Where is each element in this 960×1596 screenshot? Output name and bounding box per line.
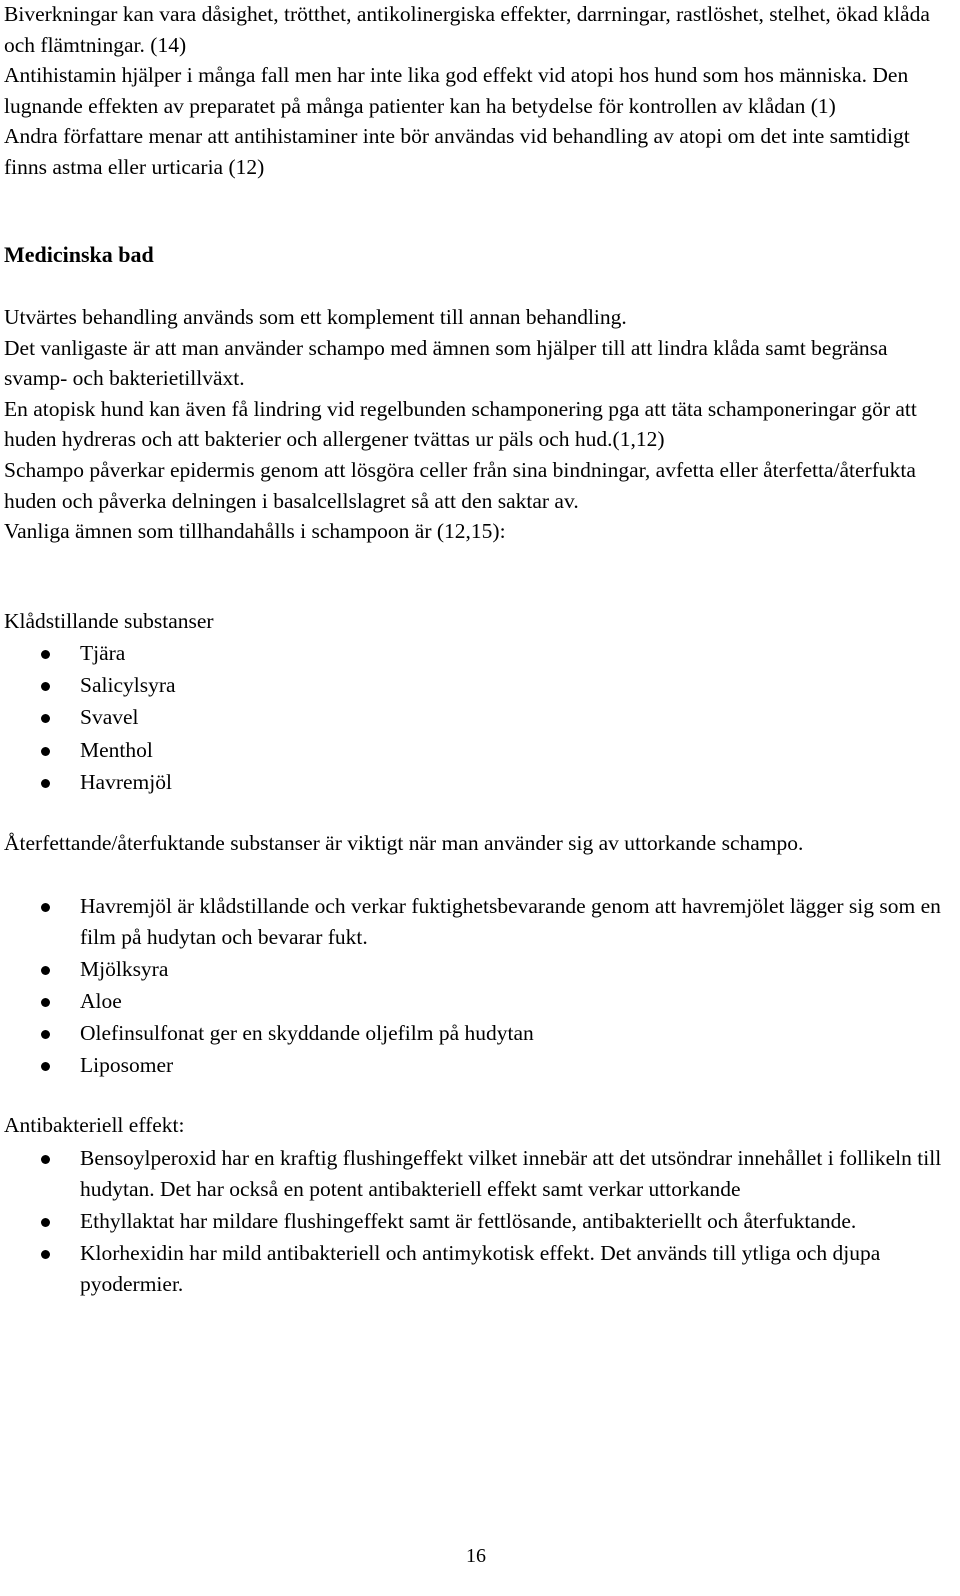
list-item	[4, 702, 954, 733]
bullet-icon	[41, 1218, 50, 1227]
antibacterial-list	[4, 1143, 954, 1301]
bullet-icon	[41, 714, 50, 723]
list-item-text: Salicylsyra	[80, 673, 176, 698]
list-item-text: Klorhexidin har mild antibakteriell och antimykotisk effekt. Det används till ytliga och djupa pyodermier.	[80, 1240, 881, 1296]
bullet-icon	[41, 966, 50, 975]
list-item-text: Ethyllaktat har mildare flushingeffekt samt är fettlösande, antibakteriellt och återfuktande.	[80, 1208, 857, 1233]
list-item	[4, 1238, 954, 1299]
list-item-text: Bensoylperoxid har en kraftig flushingeffekt vilket innebär att det utsöndrar innehållet i follikeln till hudytan. Det har också en potent antibakteriell effekt samt verkar uttorkande	[80, 1146, 942, 1201]
antibacterial-title: Antibakteriell effekt:	[4, 1113, 185, 1137]
moisturizing-title: Återfettande/återfuktande substanser är viktigt när man använder sig av uttorkande schampo.	[4, 831, 804, 855]
list-item	[4, 1206, 954, 1237]
bullet-icon	[41, 779, 50, 788]
itch-relief-list	[4, 638, 954, 799]
list-item	[4, 986, 954, 1017]
moisturizing-list	[4, 891, 954, 1083]
bullet-icon	[41, 1062, 50, 1071]
list-item-text: Olefinsulfonat ger en skyddande oljefilm på hudytan	[80, 1021, 534, 1046]
bullet-icon	[41, 1250, 50, 1259]
list-item	[4, 767, 954, 798]
bullet-icon	[41, 903, 50, 912]
list-item-text: Aloe	[80, 988, 122, 1013]
list-item-text: Menthol	[80, 737, 153, 762]
list-item-text: Mjölksyra	[80, 956, 169, 981]
page-number: 16	[466, 1545, 486, 1567]
bullet-icon	[41, 747, 50, 756]
bullet-icon	[41, 998, 50, 1007]
list-item	[4, 891, 954, 952]
bullet-icon	[41, 1030, 50, 1039]
itch-relief-title: Klådstillande substanser	[4, 609, 214, 633]
list-item	[4, 638, 954, 669]
list-item	[4, 1018, 954, 1049]
list-item	[4, 670, 954, 701]
list-item	[4, 1143, 954, 1204]
list-item	[4, 735, 954, 766]
bullet-icon	[41, 1155, 50, 1164]
list-item-text: Liposomer	[80, 1053, 174, 1078]
list-item	[4, 1050, 954, 1081]
list-item-text: Tjära	[80, 641, 126, 665]
list-item	[4, 954, 954, 985]
body-paragraph: Utvärtes behandling används som ett komplement till annan behandling. Det vanligaste är att man använder schampo med ämnen som hjälper till att lindra klåda samt begränsa svamp- och bakterietillväxt. En atopisk hund kan även få lindring vid regelbunden schamponering pga att täta schamponeringar gör att huden hydreras och att bakterier och allergener tvättas ur päls och hud.(1,12) Schampo påverkar epidermis genom att lösgöra celler från sina bindningar, avfetta eller återfetta/återfukta huden och påverka delningen i basalcellslagret så att den saktar av. Vanliga ämnen som tillhandahålls i schampoon är (12,15):	[4, 305, 917, 544]
list-item-text: Havremjöl	[80, 769, 172, 794]
section-heading: Medicinska bad	[4, 242, 154, 267]
document-page	[4, 0, 954, 1596]
bullet-icon	[41, 682, 50, 691]
list-item-text: Havremjöl är klådstillande och verkar fuktighetsbevarande genom att havremjölet lägger sig som en film på hudytan och bevarar fukt.	[80, 894, 941, 949]
intro-paragraph: Biverkningar kan vara dåsighet, trötthet, antikolinergiska effekter, darrningar, rastlöshet, stelhet, ökad klåda och flämtningar. (14) Antihistamin hjälper i många fall men har inte lika god effekt vid atopi hos hund som hos människa. Den lugnande effekten av preparatet på många patienter kan ha betydelse för kontrollen av klådan (1) Andra författare menar att antihistaminer inte bör användas vid behandling av atopi om det inte samtidigt finns astma eller urticaria (12)	[4, 2, 930, 179]
list-item-text: Svavel	[80, 705, 139, 730]
bullet-icon	[41, 650, 50, 659]
